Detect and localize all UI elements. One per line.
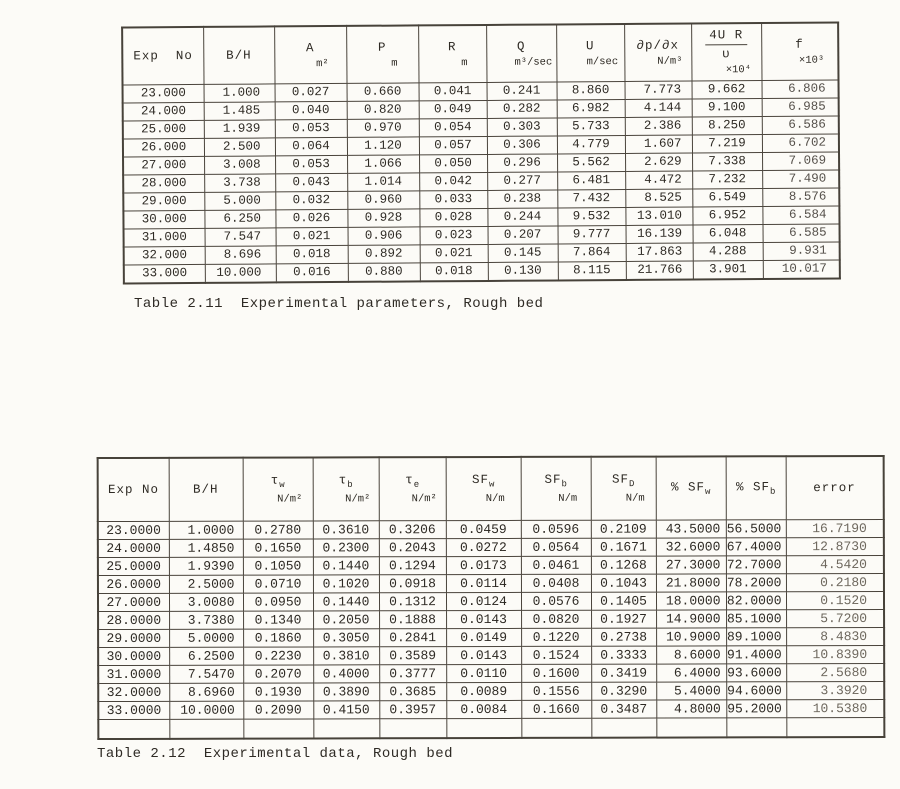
table-row [98, 645, 884, 665]
error-cell: 10.8390 [786, 645, 884, 663]
pct-sf-w-cell: 4.8000 [656, 700, 726, 718]
table-row [98, 519, 884, 539]
error-cell: 3.3920 [786, 681, 884, 699]
sf-b-cell: 0.1556 [521, 682, 591, 700]
header-row [98, 456, 884, 522]
discharge-cell: 0.296 [487, 154, 557, 172]
tau-w-cell: 0.1650 [243, 539, 313, 557]
b-over-h-cell: 1.0000 [169, 521, 243, 539]
tau-e-cell: 0.3777 [379, 665, 446, 683]
reynolds-number-cell: 4.288 [693, 243, 763, 261]
pressure-gradient-cell: 21.766 [626, 261, 693, 280]
table-row [98, 555, 884, 575]
velocity-cell: 6.982 [557, 99, 625, 117]
pressure-gradient-cell: 13.010 [625, 207, 692, 225]
wetted-perimeter-cell: 1.014 [347, 173, 419, 192]
pct-sf-w-cell: 14.9000 [656, 610, 726, 628]
pct-sf-w-cell: 18.0000 [656, 592, 726, 610]
spacer-cell [656, 718, 726, 738]
tau-e-cell: 0.3957 [379, 701, 446, 719]
tau-b-cell: 0.3050 [313, 629, 379, 647]
pressure-gradient-cell: 8.525 [625, 189, 692, 207]
velocity-column-header: U m/sec [556, 24, 624, 82]
reynolds-number-cell: 6.549 [692, 189, 762, 207]
tau-e-cell: 0.3685 [379, 683, 446, 701]
pressure-gradient-cell: 2.386 [625, 117, 692, 135]
discharge-cell: 0.145 [488, 244, 558, 262]
reynolds-number-cell: 9.100 [692, 99, 762, 117]
tau-b-cell: 0.3610 [313, 521, 379, 539]
table-2-11-caption: Table 2.11 Experimental parameters, Rough bed [134, 296, 544, 312]
wetted-perimeter-column-header: P m [346, 25, 418, 83]
sf-b-cell: 0.1524 [521, 646, 591, 664]
tau-b-cell: 0.1020 [313, 575, 379, 593]
b-over-h-cell: 5.0000 [169, 629, 243, 647]
pct-sf-b-cell: 82.0000 [726, 592, 786, 610]
reynolds-number-cell: 8.250 [692, 117, 762, 135]
friction-factor-cell: 8.576 [762, 188, 839, 207]
tau-e-cell: 0.1294 [379, 557, 446, 575]
discharge-cell: 0.130 [488, 262, 558, 281]
wetted-perimeter-cell: 0.892 [348, 245, 420, 264]
discharge-cell: 0.207 [488, 226, 558, 244]
sf-w-cell: 0.0459 [446, 520, 521, 538]
wetted-perimeter-cell: 0.970 [347, 119, 419, 138]
exp-no-cell: 25.000 [123, 120, 204, 139]
tau-w-column-header: $\tau_w$ N/m² [243, 457, 313, 521]
exp-no-column-header: Exp No [122, 27, 203, 85]
friction-factor-cell: 6.586 [762, 116, 839, 135]
tau-e-cell: 0.1312 [379, 593, 446, 611]
velocity-cell: 7.432 [557, 189, 625, 207]
area-cell: 0.026 [275, 209, 347, 228]
exp-no-cell: 31.000 [124, 228, 205, 247]
hydraulic-radius-cell: 0.028 [419, 208, 487, 226]
b-over-h-cell: 6.250 [204, 210, 275, 228]
table-2-12-caption: Table 2.12 Experimental data, Rough bed [97, 746, 454, 762]
b-over-h-cell: 8.696 [205, 246, 276, 264]
error-cell: 0.1520 [786, 591, 884, 609]
exp-no-cell: 26.0000 [98, 575, 169, 593]
hydraulic-radius-cell: 0.033 [419, 190, 487, 208]
hydraulic-radius-cell: 0.054 [419, 118, 487, 136]
discharge-column-header: Q m³/sec [486, 24, 556, 82]
sf-d-cell: 0.3419 [591, 664, 656, 682]
error-column-header: error [786, 456, 884, 520]
tau-b-cell: 0.1440 [313, 557, 379, 575]
pct-sf-b-cell: 91.4000 [726, 646, 786, 664]
sf-b-cell: 0.0576 [521, 592, 591, 610]
area-cell: 0.016 [276, 263, 348, 282]
discharge-cell: 0.244 [487, 208, 557, 226]
wetted-perimeter-cell: 0.660 [347, 83, 419, 102]
spacer-cell [446, 718, 521, 738]
sf-b-column-header: $SF_b$ N/m [521, 457, 591, 521]
tau-w-cell: 0.1340 [243, 611, 313, 629]
pressure-gradient-cell: 17.863 [626, 243, 693, 261]
pct-sf-w-cell: 21.8000 [656, 574, 726, 592]
sf-b-cell: 0.0820 [521, 610, 591, 628]
pressure-gradient-cell: 2.629 [625, 153, 692, 171]
exp-no-cell: 24.0000 [98, 539, 169, 557]
tau-e-column-header: $\tau_e$ N/m² [379, 457, 446, 521]
exp-no-cell: 27.0000 [98, 593, 169, 611]
sf-w-column-header: $SF_w$ N/m [446, 457, 521, 521]
table-row [98, 537, 884, 557]
tau-w-cell: 0.1050 [243, 557, 313, 575]
tau-w-cell: 0.0950 [243, 593, 313, 611]
reynolds-number-cell: 6.952 [692, 207, 762, 225]
sf-b-cell: 0.0564 [521, 538, 591, 556]
pct-sf-b-cell: 89.1000 [726, 628, 786, 646]
table-row [98, 663, 884, 683]
hydraulic-radius-cell: 0.049 [419, 100, 487, 118]
exp-no-cell: 32.0000 [98, 683, 169, 701]
spacer-cell [591, 718, 656, 738]
error-cell: 12.8730 [786, 537, 884, 555]
tau-e-cell: 0.1888 [379, 611, 446, 629]
friction-factor-cell: 6.584 [762, 206, 839, 225]
tau-w-cell: 0.2070 [243, 665, 313, 683]
error-cell: 16.7190 [786, 519, 884, 537]
b-over-h-cell: 1.000 [204, 84, 275, 102]
tau-b-cell: 0.2050 [313, 611, 379, 629]
velocity-cell: 8.115 [558, 261, 626, 280]
sf-b-cell: 0.1600 [521, 664, 591, 682]
tau-b-cell: 0.2300 [313, 539, 379, 557]
error-cell: 5.7200 [786, 609, 884, 627]
spacer-cell [98, 719, 169, 739]
b-over-h-cell: 2.500 [204, 138, 275, 156]
reynolds-number-cell: 7.219 [692, 135, 762, 153]
pct-sf-b-cell: 72.7000 [726, 556, 786, 574]
friction-factor-cell: 9.931 [763, 242, 840, 261]
discharge-cell: 0.303 [487, 118, 557, 136]
tau-w-cell: 0.2230 [243, 647, 313, 665]
exp-no-cell: 31.0000 [98, 665, 169, 683]
sf-d-column-header: $SF_D$ N/m [591, 457, 656, 521]
b-over-h-cell: 3.7380 [169, 611, 243, 629]
sf-b-cell: 0.0408 [521, 574, 591, 592]
reynolds-number-cell: 7.338 [692, 153, 762, 171]
b-over-h-cell: 1.939 [204, 120, 275, 138]
b-over-h-cell: 7.547 [205, 228, 276, 246]
pressure-gradient-column-header: ∂p/∂x N/m³ [624, 24, 691, 82]
velocity-cell: 5.733 [557, 117, 625, 135]
sf-d-cell: 0.2109 [591, 520, 656, 538]
spacer-cell [379, 719, 446, 739]
table-row [98, 699, 884, 719]
error-cell: 2.5680 [786, 663, 884, 681]
exp-no-cell: 28.000 [123, 174, 204, 193]
exp-no-cell: 27.000 [123, 156, 204, 175]
sf-d-cell: 0.1405 [591, 592, 656, 610]
area-cell: 0.053 [275, 155, 347, 174]
sf-w-cell: 0.0084 [446, 700, 521, 718]
sf-d-cell: 0.1927 [591, 610, 656, 628]
pressure-gradient-cell: 16.139 [626, 225, 693, 243]
reynolds-number-cell: 6.048 [693, 225, 763, 243]
area-cell: 0.043 [275, 173, 347, 192]
pressure-gradient-cell: 4.144 [625, 99, 692, 117]
pct-sf-b-column-header: % $SF_b$ [726, 456, 786, 520]
sf-w-cell: 0.0089 [446, 682, 521, 700]
exp-no-cell: 29.0000 [98, 629, 169, 647]
sf-b-cell: 0.0596 [521, 520, 591, 538]
sf-b-cell: 0.1660 [521, 700, 591, 718]
exp-no-cell: 28.0000 [98, 611, 169, 629]
wetted-perimeter-cell: 1.120 [347, 137, 419, 156]
tau-e-cell: 0.2841 [379, 629, 446, 647]
spacer-cell [786, 717, 884, 737]
pct-sf-w-column-header: % $SF_w$ [656, 456, 726, 520]
tau-b-cell: 0.4150 [313, 701, 379, 719]
pct-sf-w-cell: 6.4000 [656, 664, 726, 682]
pct-sf-b-cell: 56.5000 [726, 520, 786, 538]
area-cell: 0.032 [275, 191, 347, 210]
discharge-cell: 0.241 [487, 82, 557, 100]
table-row [98, 609, 884, 629]
friction-factor-cell: 6.985 [762, 98, 839, 117]
pct-sf-w-cell: 27.3000 [656, 556, 726, 574]
hydraulic-radius-cell: 0.057 [419, 136, 487, 154]
b-over-h-cell: 10.000 [205, 264, 276, 283]
pressure-gradient-cell: 7.773 [625, 81, 692, 99]
tau-w-cell: 0.0710 [243, 575, 313, 593]
pressure-gradient-cell: 4.472 [625, 171, 692, 189]
area-cell: 0.027 [275, 83, 347, 102]
area-cell: 0.018 [276, 245, 348, 264]
tau-e-cell: 0.3589 [379, 647, 446, 665]
table-row [98, 627, 884, 647]
pct-sf-b-cell: 95.2000 [726, 700, 786, 718]
exp-no-cell: 30.0000 [98, 647, 169, 665]
tau-b-cell: 0.4000 [313, 665, 379, 683]
pct-sf-b-cell: 94.6000 [726, 682, 786, 700]
sf-d-cell: 0.1043 [591, 574, 656, 592]
pct-sf-b-cell: 85.1000 [726, 610, 786, 628]
tau-e-cell: 0.0918 [379, 575, 446, 593]
friction-factor-cell: 7.490 [762, 170, 839, 189]
friction-factor-cell: 6.806 [762, 80, 839, 99]
area-cell: 0.040 [275, 101, 347, 120]
table-row [98, 573, 884, 593]
sf-w-cell: 0.0149 [446, 628, 521, 646]
b-over-h-cell: 7.5470 [169, 665, 243, 683]
b-over-h-cell: 8.6960 [169, 683, 243, 701]
b-over-h-cell: 5.000 [204, 192, 275, 210]
exp-no-cell: 23.0000 [98, 521, 169, 539]
pct-sf-w-cell: 43.5000 [656, 520, 726, 538]
b-over-h-cell: 3.008 [204, 156, 275, 174]
tau-e-cell: 0.2043 [379, 539, 446, 557]
header-row [122, 22, 838, 84]
sf-b-cell: 0.1220 [521, 628, 591, 646]
discharge-cell: 0.282 [487, 100, 557, 118]
hydraulic-radius-cell: 0.041 [419, 82, 487, 100]
b-over-h-cell: 3.0080 [169, 593, 243, 611]
pct-sf-w-cell: 32.6000 [656, 538, 726, 556]
exp-no-cell: 26.000 [123, 138, 204, 157]
velocity-cell: 7.864 [558, 243, 626, 261]
reynolds-number-cell: 3.901 [693, 261, 763, 280]
tau-b-column-header: $\tau_b$ N/m² [313, 457, 379, 521]
sf-w-cell: 0.0110 [446, 664, 521, 682]
spacer-row [98, 717, 884, 739]
experimental-data-table [97, 455, 886, 740]
wetted-perimeter-cell: 0.960 [347, 191, 419, 210]
reynolds-number-cell: 9.662 [692, 81, 762, 99]
velocity-cell: 8.860 [557, 81, 625, 99]
table-row [98, 681, 884, 701]
sf-w-cell: 0.0114 [446, 574, 521, 592]
b-over-h-column-header: B/H [203, 26, 274, 84]
b-over-h-cell: 1.9390 [169, 557, 243, 575]
spacer-cell [243, 719, 313, 739]
table-row [98, 591, 884, 611]
sf-w-cell: 0.0124 [446, 592, 521, 610]
sf-d-cell: 0.1268 [591, 556, 656, 574]
velocity-cell: 9.532 [557, 207, 625, 225]
sf-d-cell: 0.3487 [591, 700, 656, 718]
error-cell: 10.5380 [786, 699, 884, 717]
area-column-header: A m² [274, 26, 346, 84]
discharge-cell: 0.306 [487, 136, 557, 154]
b-over-h-cell: 3.738 [204, 174, 275, 192]
tau-w-cell: 0.1930 [243, 683, 313, 701]
area-cell: 0.064 [275, 137, 347, 156]
exp-no-cell: 33.000 [124, 264, 205, 283]
area-cell: 0.053 [275, 119, 347, 138]
exp-no-cell: 23.000 [123, 84, 204, 103]
tau-w-cell: 0.1860 [243, 629, 313, 647]
wetted-perimeter-cell: 0.880 [348, 263, 420, 282]
experimental-data-table-wrap [97, 455, 884, 740]
sf-d-cell: 0.3333 [591, 646, 656, 664]
exp-no-cell: 30.000 [123, 210, 204, 229]
b-over-h-cell: 1.4850 [169, 539, 243, 557]
exp-no-cell: 33.0000 [98, 701, 169, 719]
velocity-cell: 9.777 [558, 225, 626, 243]
sf-d-cell: 0.2738 [591, 628, 656, 646]
sf-w-cell: 0.0272 [446, 538, 521, 556]
pct-sf-b-cell: 67.4000 [726, 538, 786, 556]
velocity-cell: 6.481 [557, 171, 625, 189]
tau-b-cell: 0.3890 [313, 683, 379, 701]
pct-sf-w-cell: 5.4000 [656, 682, 726, 700]
area-cell: 0.021 [276, 227, 348, 246]
pct-sf-b-cell: 93.6000 [726, 664, 786, 682]
friction-factor-cell: 10.017 [763, 260, 840, 279]
wetted-perimeter-cell: 0.928 [347, 209, 419, 228]
spacer-cell [521, 718, 591, 738]
spacer-cell [313, 719, 379, 739]
spacer-cell [726, 718, 786, 738]
error-cell: 8.4830 [786, 627, 884, 645]
exp-no-cell: 25.0000 [98, 557, 169, 575]
exp-no-cell: 29.000 [123, 192, 204, 211]
hydraulic-radius-cell: 0.023 [420, 226, 488, 244]
tau-b-cell: 0.3810 [313, 647, 379, 665]
pressure-gradient-cell: 1.607 [625, 135, 692, 153]
spacer-cell [169, 719, 243, 739]
b-over-h-cell: 10.0000 [169, 701, 243, 719]
discharge-cell: 0.277 [487, 172, 557, 190]
sf-d-cell: 0.3290 [591, 682, 656, 700]
exp-no-cell: 32.000 [124, 246, 205, 265]
wetted-perimeter-cell: 1.066 [347, 155, 419, 174]
hydraulic-radius-cell: 0.050 [419, 154, 487, 172]
pct-sf-w-cell: 10.9000 [656, 628, 726, 646]
hydraulic-radius-cell: 0.021 [420, 244, 488, 262]
sf-b-cell: 0.0461 [521, 556, 591, 574]
wetted-perimeter-cell: 0.820 [347, 101, 419, 120]
velocity-cell: 5.562 [557, 153, 625, 171]
velocity-cell: 4.779 [557, 135, 625, 153]
hydraulic-radius-cell: 0.018 [420, 262, 488, 281]
tau-b-cell: 0.1440 [313, 593, 379, 611]
reynolds-number-cell: 7.232 [692, 171, 762, 189]
wetted-perimeter-cell: 0.906 [348, 227, 420, 246]
b-over-h-cell: 6.2500 [169, 647, 243, 665]
pct-sf-b-cell: 78.2000 [726, 574, 786, 592]
b-over-h-cell: 1.485 [204, 102, 275, 120]
friction-factor-cell: 6.585 [763, 224, 840, 243]
b-over-h-column-header: B/H [169, 458, 243, 522]
tau-e-cell: 0.3206 [379, 521, 446, 539]
hydraulic-radius-column-header: R m [418, 25, 486, 83]
exp-no-column-header: Exp No [98, 458, 169, 522]
reynolds-number-column-header: $\frac{\text{4U R}}{\upsilon}$ ×10⁴ [691, 23, 761, 81]
friction-factor-cell: 6.702 [762, 134, 839, 153]
sf-w-cell: 0.0143 [446, 646, 521, 664]
friction-factor-cell: 7.069 [762, 152, 839, 171]
discharge-cell: 0.238 [487, 190, 557, 208]
friction-factor-column-header: f ×10³ [761, 22, 838, 80]
hydraulic-radius-cell: 0.042 [419, 172, 487, 190]
error-cell: 4.5420 [786, 555, 884, 573]
sf-d-cell: 0.1671 [591, 538, 656, 556]
exp-no-cell: 24.000 [123, 102, 204, 121]
pct-sf-w-cell: 8.6000 [656, 646, 726, 664]
error-cell: 0.2180 [786, 573, 884, 591]
sf-w-cell: 0.0143 [446, 610, 521, 628]
sf-w-cell: 0.0173 [446, 556, 521, 574]
tau-w-cell: 0.2090 [243, 701, 313, 719]
experimental-parameters-table [121, 21, 841, 284]
experimental-parameters-table-wrap [121, 22, 839, 285]
b-over-h-cell: 2.5000 [169, 575, 243, 593]
tau-w-cell: 0.2780 [243, 521, 313, 539]
